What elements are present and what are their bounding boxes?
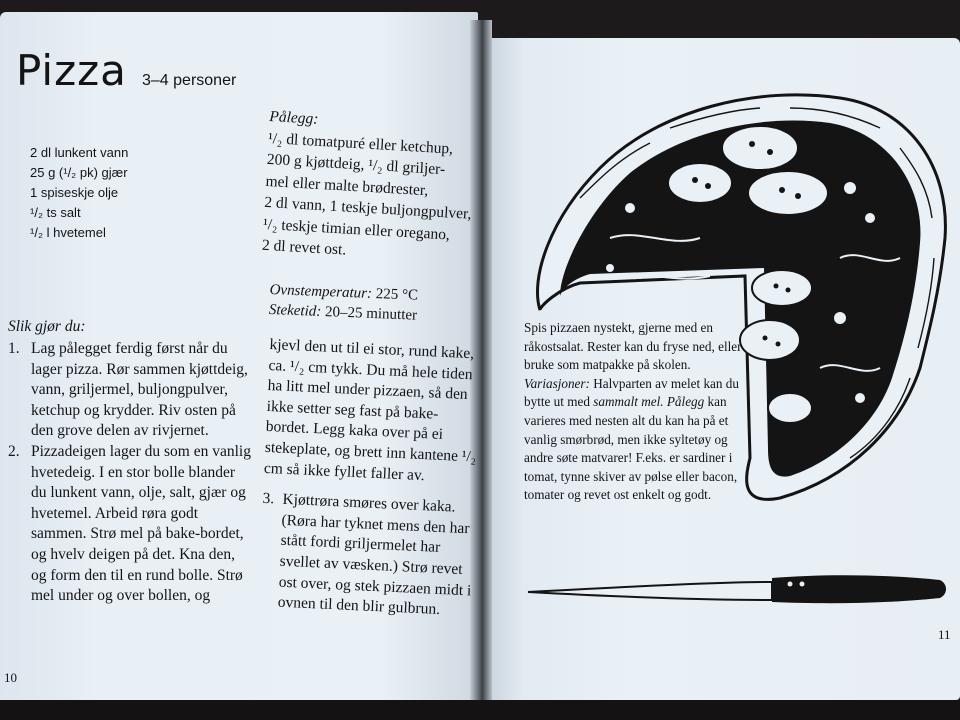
step-number: 3. xyxy=(262,489,275,508)
method-step xyxy=(257,489,477,622)
topping-term: Pålegg xyxy=(666,394,705,410)
ingredient-item: 25 g (¹/₂ pk) gjær xyxy=(30,165,128,180)
topping-section xyxy=(261,106,479,268)
topping-line: 200 g kjøttdeig, ¹/₂ dl griljer- xyxy=(266,150,446,179)
topping-line: 2 dl revet ost. xyxy=(261,236,347,259)
ingredient-item: 2 dl lunkent vann xyxy=(30,145,129,160)
tip-text: kan varieres med nesten alt du kan ha på et vanlig smørbrød, men ikke syltetøy og andre søte matvarer! F.eks. er sardiner i tomat, tynne skiver av pølse eller bacon, tomater og revet ost enkelt og godt. xyxy=(524,394,738,503)
method-column-2 xyxy=(257,335,484,622)
topping-line: ¹/₂ teskje timian eller oregano, xyxy=(262,215,451,244)
topping-heading: Pålegg: xyxy=(268,107,319,128)
method-step xyxy=(8,442,253,607)
topping-line: ¹/₂ dl tomatpuré eller ketchup, xyxy=(267,129,454,158)
topping-line: mel eller malte brødrester, xyxy=(265,172,429,199)
ingredient-list xyxy=(30,143,128,243)
method-heading: Slik gjør du: xyxy=(8,318,86,335)
step-number: 2. xyxy=(8,442,20,460)
baking-info xyxy=(268,280,418,326)
servings-label: 3–4 personer xyxy=(142,72,237,89)
knife-illustration xyxy=(522,570,952,620)
topping-line: 2 dl vann, 1 teskje buljongpulver, xyxy=(263,193,472,223)
ingredient-item: 1 spiseskje olje xyxy=(30,185,119,200)
table-edge xyxy=(0,700,960,720)
ingredient-item: ¹/₂ ts salt xyxy=(30,205,81,220)
step-continuation: kjevl den ut til ei stor, rund kake, ca. ¹/₂ cm tykk. Du må hele tiden ha litt mel under pizzaen, så den ikke setter seg fast på bake-bordet. Legg kaka over på ei stekeplate, og brett inn kantene ¹/₂ cm så ikke fyllet faller av. xyxy=(263,335,477,484)
ingredient-item: ¹/₂ l hvetemel xyxy=(30,225,106,240)
bake-time-label: Steketid: xyxy=(268,301,322,320)
variation-label: Variasjoner: xyxy=(524,375,590,391)
method-step xyxy=(8,339,253,442)
serving-tips xyxy=(524,319,754,505)
step-text: Kjøttrøra smøres over kaka. (Røra har tyknet mens den har stått fordi griljermelet har svellet av væsken.) Strø revet ost over, og stek pizzaen midt i ovnen til den blir gulbrun. xyxy=(277,490,472,619)
tip-text: Halvparten av melet kan du bytte ut med xyxy=(524,375,739,410)
page-number-right: 11 xyxy=(938,627,951,642)
bake-time-value: 20–25 minutter xyxy=(324,304,418,324)
step-text: Lag pålegget ferdig først når du lager pizza. Rør sammen kjøttdeig, vann, griljermel, buljongpulver, ketchup og krydder. Riv osten på den grove delen av rivjernet. xyxy=(31,340,248,440)
page-number-left: 10 xyxy=(4,670,17,685)
oven-temp-value: 225 °C xyxy=(375,286,419,304)
whole-wheat-term: sammalt mel. xyxy=(593,394,664,410)
oven-temp-label: Ovnstemperatur: xyxy=(269,281,373,302)
method-steps xyxy=(8,339,253,607)
tip-text: Spis pizzaen nystekt, gjerne med en råkostsalat. Rester kan du fryse ned, eller bruke som matpakke på skolen. xyxy=(524,320,742,373)
step-number: 1. xyxy=(8,340,20,357)
step-text: Pizzadeigen lager du som en vanlig hvetedeig. I en stor bolle blander du lunkent vann, olje, salt, gjær og hvetemel. Arbeid røra godt sammen. Strø mel på bake-bordet, og hvelv deigen på det. Kna den, og form den til en rund bolle. Strø mel under og over bollen, og xyxy=(31,442,251,605)
recipe-title: Pizza xyxy=(16,46,127,95)
